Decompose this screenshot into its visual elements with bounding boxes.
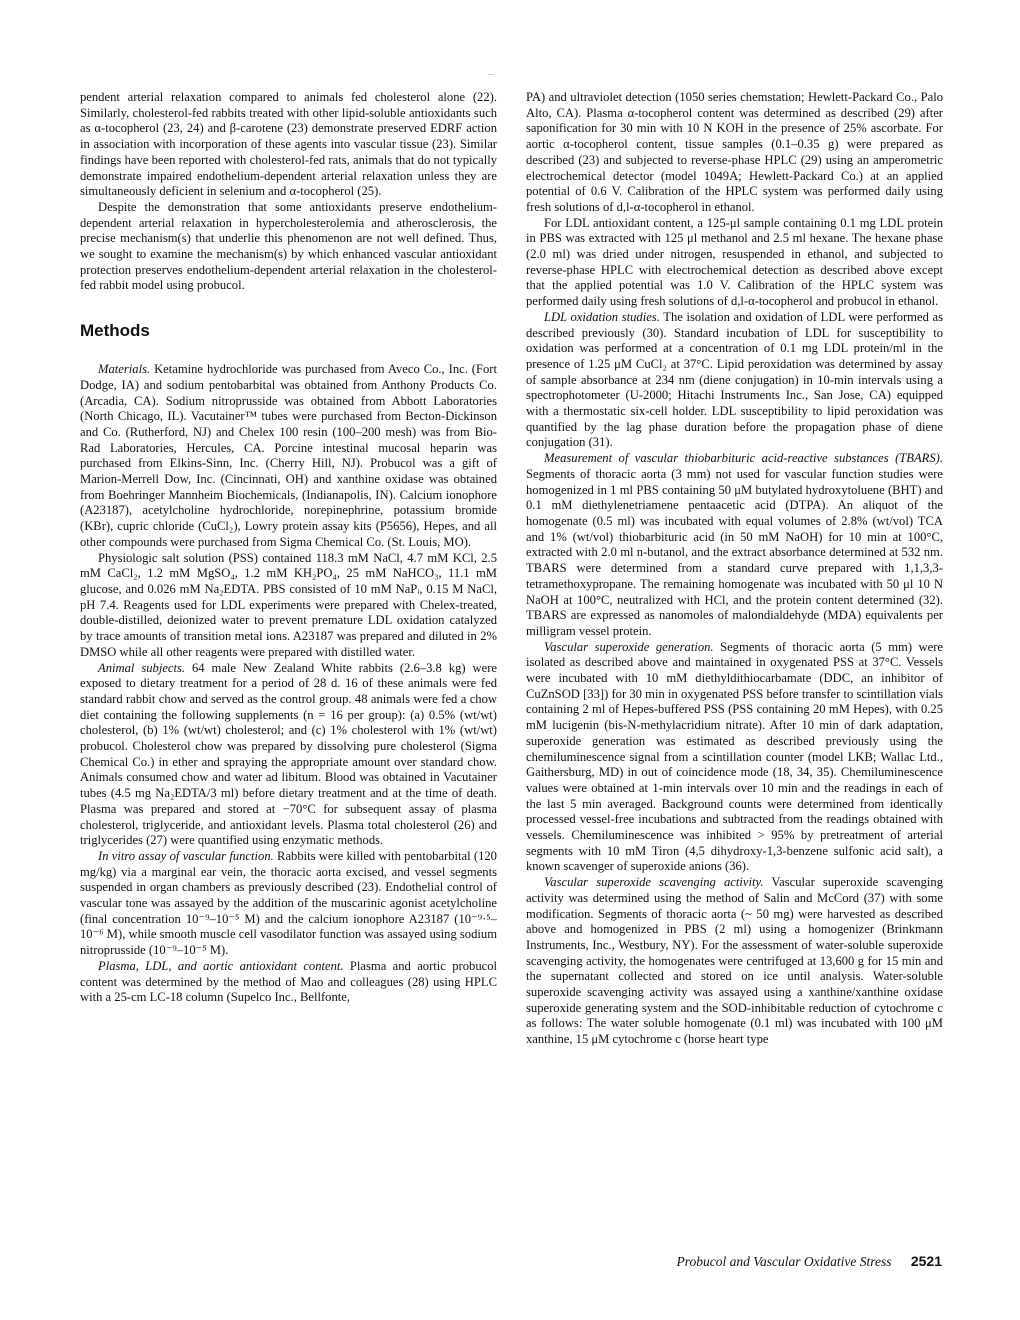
animal-subjects-text: 64 male New Zealand White rabbits (2.6–3.8 kg) were exposed to dietary treatment for a period of 28 d. 16 of these animals were fed standard rabbit chow and served as the control group. 48 animals were fed a chow diet containing the following supplements (n = 16 per group): (a) 0.5% (wt/wt) cholesterol, (b) 1% (wt/wt) cholesterol; and (c) 1% cholesterol with 1% (wt/wt) probucol. Cholesterol chow was prepared by dissolving pure cholesterol (Sigma Chemical Co.) in ether and spraying the appropriate amount over standard chow. Animals consumed chow and water ad libitum. Blood was obtained in Vacutainer tubes (4.5 mg Na₂EDTA/3 ml) before dietary treatment and at the time of death. Plasma was prepared and stored at −70°C for subsequent assay of plasma cholesterol, triglyceride, and antioxidant levels. Plasma total cholesterol (26) and triglycerides (27) were quantified using enzymatic methods. bbox=[80, 660, 497, 848]
superoxide-scavenging-paragraph bbox=[526, 875, 943, 1048]
superoxide-generation-paragraph bbox=[526, 640, 943, 876]
superoxide-scavenging-text: Vascular superoxide scavenging activity was determined using the method of Salin and McCord (37) with some modification. Segments of thoracic aorta (~ 50 mg) were harvested as described above and homogenized in PBS (2 ml) using a homogenizer (Brinkmann Instruments, Inc., Westbury, NY). For the assessment of water-soluble superoxide scavenging activity, the homogenates were centrifuged at 13,600 g for 15 min and the supernatant collected and stored on ice until analysis. Water-soluble superoxide scavenging activity was assayed using a xanthine/xanthine oxidase superoxide generating system and the SOD-inhibitable reduction of cytochrome c as follows: The water soluble homogenate (0.1 ml) was incubated with 100 μM xanthine, 15 μM cytochrome c (horse heart type bbox=[526, 875, 943, 1047]
ldl-oxidation-subheading: LDL oxidation studies. bbox=[544, 309, 660, 324]
intro-paragraph-aims: Despite the demonstration that some antioxidants preserve endothelium-dependent arterial relaxation in hypercholesterolemia and atherosclerosis, the precise mechanism(s) that underlie this phenomenon are not well defined. Thus, we sought to examine the mechanism(s) by which enhanced vascular antioxidant protection preserves endothelium-dependent arterial relaxation in the cholesterol-fed rabbit model using probucol. bbox=[80, 199, 497, 293]
methods-heading: Methods bbox=[80, 321, 150, 341]
materials-paragraph bbox=[80, 362, 497, 550]
left-column bbox=[80, 90, 497, 1006]
ldl-oxidation-text: The isolation and oxidation of LDL were performed as described previously (30). Standard incubation of LDL for susceptibility to oxidation was performed at a concentration of 0.1 mg LDL protein/ml in the presence of 1.25 μM CuCl₂ at 37°C. Lipid peroxidation was determined by assay of sample absorbance at 234 nm (diene conjugation) in 10-min intervals using a spectrophotometer (U-2000; Hitachi Instruments Inc., San Jose, CA) equipped with a thermostatic six-cell holder. LDL susceptibility to lipid peroxidation was quantified by the lag phase duration before the propagation phase of diene conjugation (31). bbox=[526, 309, 943, 450]
antioxidant-content-paragraph bbox=[80, 959, 497, 1006]
invitro-assay-paragraph bbox=[80, 849, 497, 959]
antioxidant-content-text: Plasma and aortic probucol content was determined by the method of Mao and colleagues (28) using HPLC with a 25-cm LC-18 column (Supelco Inc., Bellfonte, bbox=[80, 958, 498, 1005]
invitro-assay-subheading: In vitro assay of vascular function. bbox=[98, 848, 274, 863]
right-column bbox=[526, 90, 943, 1048]
superoxide-generation-text: Segments of thoracic aorta (5 mm) were isolated as described above and maintained in oxygenated PSS at 37°C. Vessels were incubated with 10 mM diethyldithiocarbamate (DDC, an inhibitor of CuZnSOD [33]) for 30 min in oxygenated PSS before transfer to scintillation vials containing 2 ml of Hepes-buffered PSS (PSS containing 20 mM Hepes), with 0.25 mM lucigenin (bis-N-methylacridium nitrate). After 10 min of dark adaptation, superoxide generation was estimated as described previously using the chemiluminescence signal from a scintillation counter (model LKB; Wallac Ltd., Gaithersburg, MD) in out of coincidence mode (18, 34, 35). Chemiluminescence values were obtained at 1-min intervals over 10 min and the readings in each of the last 5 min averaged. Background counts were determined from identically processed vessel-free incubations and subtracted from the readings obtained with vessels. Chemiluminescence was inhibited > 95% by pretreatment of arterial segments with 10 mM Tiron (4,5 dihydroxy-1,3-benzene sulfonic acid salt), a known scavenger of superoxide anions (36). bbox=[526, 639, 943, 874]
ldl-oxidation-paragraph bbox=[526, 310, 943, 451]
superoxide-generation-subheading: Vascular superoxide generation. bbox=[544, 639, 714, 654]
ldl-antioxidant-paragraph: For LDL antioxidant content, a 125-μl sample containing 0.1 mg LDL protein in PBS was extracted with 125 μl methanol and 2.5 ml hexane. The hexane phase (2.0 ml) was dried under nitrogen, resuspended in ethanol, and subjected to reverse-phase HPLC with electrochemical detection as described above except that the applied potential was 1.0 V. Calibration of the HPLC system was performed daily using fresh solutions of d,l-α-tocopherol and probucol in ethanol. bbox=[526, 215, 943, 309]
antioxidant-content-subheading: Plasma, LDL, and aortic antioxidant content. bbox=[98, 958, 344, 973]
materials-subheading: Materials. bbox=[98, 362, 151, 377]
running-title: Probucol and Vascular Oxidative Stress bbox=[676, 1254, 892, 1269]
superoxide-scavenging-subheading: Vascular superoxide scavenging activity. bbox=[544, 875, 764, 890]
page-number: 2521 bbox=[910, 1253, 942, 1269]
invitro-assay-text: Rabbits were killed with pentobarbital (120 mg/kg) via a marginal ear vein, the thoracic aorta excised, and vessel segments suspended in organ chambers as previously described (23). Endothelial control of vascular tone was assayed by the addition of the muscarinic agonist acetylcholine (final concentration 10⁻⁹–10⁻⁵ M) and the calcium ionophore A23187 (10⁻⁹·⁵–10⁻⁶ M), while smooth muscle cell vasodilator function was assayed using sodium nitroprusside (10⁻⁹–10⁻⁵ M). bbox=[80, 848, 497, 958]
animal-subjects-subheading: Animal subjects. bbox=[98, 660, 186, 675]
pss-paragraph: Physiologic salt solution (PSS) contained 118.3 mM NaCl, 4.7 mM KCl, 2.5 mM CaCl₂, 1.2 mM MgSO₄, 1.2 mM KH₂PO₄, 25 mM NaHCO₃, 11.1 mM glucose, and 0.026 mM Na₂EDTA. PBS consisted of 10 mM NaPᵢ, 0.15 M NaCl, pH 7.4. Reagents used for LDL experiments were prepared with Chelex-treated, double-distilled, deionized water to prevent premature LDL oxidation catalyzed by trace amounts of transition metal ions. A23187 was prepared and diluted in 2% DMSO while all other reagents were prepared with distilled water. bbox=[80, 550, 497, 659]
antioxidant-content-continued: PA) and ultraviolet detection (1050 series chemstation; Hewlett-Packard Co., Palo Alto, CA). Plasma α-tocopherol content was determined as described (29) after saponification for 30 min with 10 N KOH in the presence of 25% ascorbate. For aortic α-tocopherol content, tissue samples (0.1–0.35 g) were prepared as described (23) and subjected to reverse-phase HPLC (29) using an amperometric electrochemical detector (model 1049A; Hewlett-Packard Co.) at an applied potential of 0.6 V. Calibration of the HPLC system was performed daily using fresh solutions of d,l-α-tocopherol in ethanol. bbox=[526, 90, 943, 214]
animal-subjects-paragraph bbox=[80, 661, 497, 849]
tbars-text: Segments of thoracic aorta (3 mm) not used for vascular function studies were homogenized in 1 ml PBS containing 50 μM butylated hydroxytoluene (BHT) and 0.1 mM diethylenetriamene pentaacetic acid (DTPA). An aliquot of the homogenate (0.5 ml) was incubated with equal volumes of 2.8% (wt/vol) TCA and 1% (wt/vol) thiobarbituric acid (in 50 mM NaOH) for 10 min at 100°C, extracted with 2.0 ml n-butanol, and the extract absorbance determined at 532 nm. TBARS were determined from a standard curve prepared with 1,1,3,3-tetramethoxypropane. The remaining homogenate was incubated with 50 μl 10 N NaOH at 100°C, neutralized with HCl, and the protein content determined (32). TBARS are expressed as nanomoles of malondialdehyde (MDA) equivalents per milligram vessel protein. bbox=[526, 466, 943, 638]
tbars-subheading: Measurement of vascular thiobarbituric acid-reactive substances (TBARS). bbox=[544, 451, 943, 466]
intro-paragraph-continued: pendent arterial relaxation compared to animals fed cholesterol alone (22). Similarly, cholesterol-fed rabbits treated with other lipid-soluble antioxidants such as α-tocopherol (23, 24) and β-carotene (23) demonstrate preserved EDRF action in association with incorporation of these agents into vascular tissue (23). Similar findings have been reported with cholesterol-fed rats, animals that do not typically demonstrate impaired endothelium-dependent arterial relaxation unless they are simultaneously deficient in selenium and α-tocopherol (25). bbox=[80, 90, 497, 199]
page-footer bbox=[676, 1253, 942, 1270]
page-fold-mark bbox=[488, 74, 494, 75]
tbars-paragraph bbox=[526, 451, 943, 639]
materials-text: Ketamine hydrochloride was purchased from Aveco Co., Inc. (Fort Dodge, IA) and sodium pentobarbital was obtained from Anthony Products Co. (Arcadia, CA). Sodium nitroprusside was obtained from Abbott Laboratories (North Chicago, IL). Vacutainer™ tubes were purchased from Becton-Dickinson and Co. (Rutherford, NJ) and Chelex 100 resin (100–200 mesh) was from Bio-Rad Laboratories, Hercules, CA. Porcine intestinal mucosal heparin was purchased from Elkins-Sinn, Inc. (Cherry Hill, NJ). Probucol was a gift of Marion-Merrell Dow, Inc. (Cincinnati, OH) and xanthine oxidase was obtained from Boehringer Mannheim Biochemicals, (Indianapolis, IN). Calcium ionophore (A23187), acetylcholine hydrochloride, norepinephrine, potassium bromide (KBr), cupric chloride (CuCl₂), Lowry protein assay kits (P5656), Hepes, and all other compounds were purchased from Sigma Chemical Co. (St. Louis, MO). bbox=[80, 362, 497, 549]
